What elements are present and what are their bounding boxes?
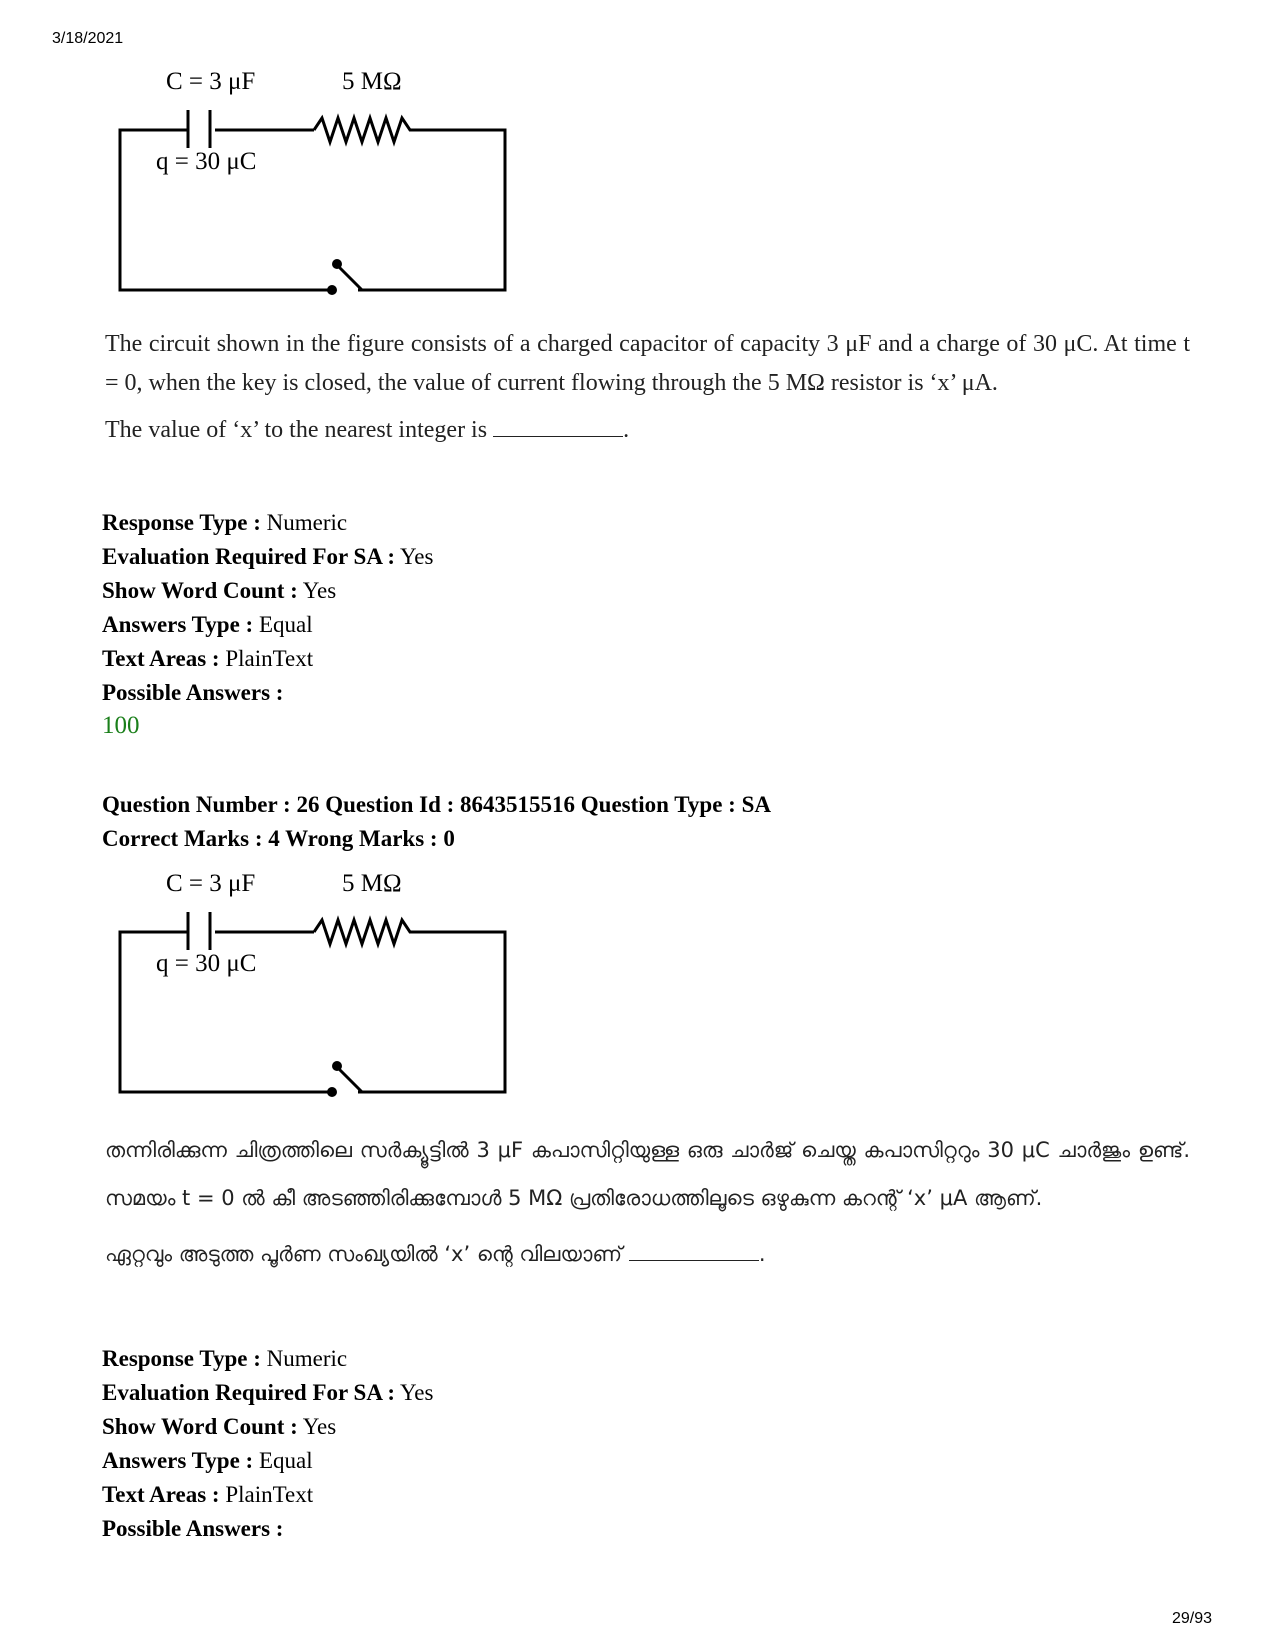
text-areas-row — [102, 1478, 433, 1512]
answer-blank — [629, 1240, 759, 1261]
question-prompt — [105, 1230, 1190, 1278]
marks-line: Correct Marks : 4 Wrong Marks : 0 — [102, 826, 455, 851]
meta-label: Answers Type : — [102, 612, 254, 637]
meta-label: Evaluation Required For SA : — [102, 544, 396, 569]
question-statement: തന്നിരിക്കുന്ന ചിത്രത്തിലെ സർക്യൂട്ടിൽ 3 μF കപാസിറ്റിയുള്ള ഒരു ചാർജ് ചെയ്ത കപാസിറ്ററും 30 μC ചാർജും ഉണ്ട്. സമയം t = 0 ൽ കീ അടഞ്ഞിരിക്കുമ്പോൾ 5 MΩ പ്രതിരോധത്തിലൂടെ ഒഴുകുന്ന കറന്റ് ‘x’ μA ആണ്. — [105, 1138, 1190, 1210]
question-text-malayalam — [105, 1126, 1190, 1278]
response-type-row — [102, 506, 433, 540]
meta-label: Answers Type : — [102, 1448, 254, 1473]
question-meta-2 — [102, 1342, 433, 1546]
charge-label: q = 30 μC — [156, 148, 257, 175]
text-areas-row — [102, 642, 433, 676]
question-statement: The circuit shown in the figure consists of a charged capacitor of capacity 3 μF and a charge of 30 μC. At time t = 0, when the key is closed, the value of current flowing through the 5 MΩ resistor is ‘x’ μA. — [105, 331, 1190, 396]
page-number: 29/93 — [1172, 1610, 1213, 1627]
print-date: 3/18/2021 — [52, 30, 124, 47]
capacitance-label: C = 3 μF — [166, 870, 256, 897]
question-meta-1 — [102, 506, 433, 710]
meta-label: Possible Answers : — [102, 680, 284, 705]
prompt-text: The value of ‘x’ to the nearest integer is — [105, 417, 488, 443]
meta-label: Show Word Count : — [102, 1414, 298, 1439]
meta-value: Equal — [258, 1448, 313, 1473]
meta-label: Text Areas : — [102, 646, 220, 671]
capacitance-label: C = 3 μF — [166, 68, 256, 95]
question-header-26 — [102, 788, 771, 856]
meta-value: Equal — [258, 612, 313, 637]
meta-value: Yes — [400, 544, 434, 569]
circuit-figure-1 — [100, 60, 530, 310]
question-text-english — [105, 325, 1190, 450]
meta-label: Text Areas : — [102, 1482, 220, 1507]
word-count-row — [102, 1410, 433, 1444]
answers-type-row — [102, 608, 433, 642]
meta-value: Yes — [302, 578, 337, 603]
meta-value: PlainText — [225, 1482, 314, 1507]
circuit-figure-2 — [100, 862, 530, 1112]
meta-value: Numeric — [266, 510, 348, 535]
meta-label: Show Word Count : — [102, 578, 298, 603]
prompt-end: . — [758, 1242, 766, 1266]
resistance-label: 5 MΩ — [342, 68, 402, 95]
charge-label: q = 30 μC — [156, 950, 257, 977]
response-type-row — [102, 1342, 433, 1376]
answer-blank — [493, 416, 623, 437]
resistance-label: 5 MΩ — [342, 870, 402, 897]
circuit-diagram — [100, 862, 530, 1112]
answers-type-row — [102, 1444, 433, 1478]
evaluation-row — [102, 1376, 433, 1410]
possible-answers-row — [102, 676, 433, 710]
question-prompt — [105, 411, 1190, 450]
evaluation-row — [102, 540, 433, 574]
meta-value: PlainText — [225, 646, 314, 671]
prompt-end: . — [623, 417, 630, 443]
possible-answers-row — [102, 1512, 433, 1546]
meta-label: Possible Answers : — [102, 1516, 284, 1541]
meta-value: Yes — [400, 1380, 434, 1405]
question-number-line: Question Number : 26 Question Id : 8643515516 Question Type : SA — [102, 792, 771, 817]
prompt-text: ഏറ്റവും അടുത്ത പൂർണ സംഖ്യയിൽ ‘x’ ന്റെ വിലയാണ് — [105, 1242, 623, 1266]
meta-value: Yes — [302, 1414, 337, 1439]
meta-label: Evaluation Required For SA : — [102, 1380, 396, 1405]
meta-label: Response Type : — [102, 1346, 261, 1371]
meta-label: Response Type : — [102, 510, 261, 535]
word-count-row — [102, 574, 433, 608]
meta-value: Numeric — [266, 1346, 348, 1371]
possible-answer-value: 100 — [102, 712, 140, 739]
circuit-diagram — [100, 60, 530, 310]
